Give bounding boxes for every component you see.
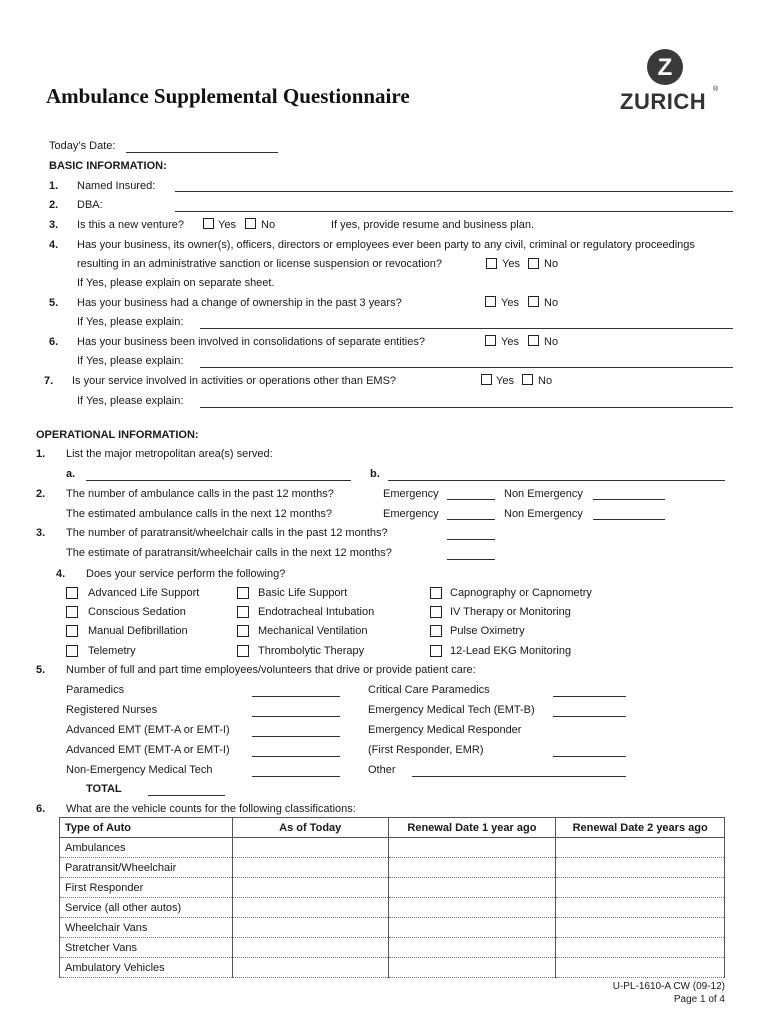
proceedings-no-label: No — [544, 258, 559, 270]
op-q1-number: 1. — [36, 448, 46, 460]
next-non-emergency-field[interactable] — [593, 519, 665, 520]
critical-care-paramedics-label: Critical Care Paramedics — [368, 684, 490, 696]
advanced-emt-label-2: Advanced EMT (EMT-A or EMT-I) — [66, 744, 230, 756]
iv-therapy-label: IV Therapy or Monitoring — [450, 606, 571, 618]
next-emergency-label: Emergency — [383, 508, 439, 520]
paratransit-past-field[interactable] — [447, 539, 495, 540]
form-code: U-PL-1610-A CW (09-12) — [612, 981, 725, 992]
ownership-change-no-checkbox[interactable] — [528, 296, 539, 307]
col-type-of-auto: Type of Auto — [60, 818, 233, 838]
cell-input[interactable] — [388, 858, 556, 878]
cell-input[interactable] — [232, 958, 388, 978]
ambulance-calls-past-label: The number of ambulance calls in the past 12 months? — [66, 488, 334, 500]
cell-input[interactable] — [388, 838, 556, 858]
consolidations-no-label: No — [544, 336, 559, 348]
metro-area-a-label: a. — [66, 468, 76, 480]
ownership-change-yes-label: Yes — [501, 297, 519, 309]
proceedings-note: If Yes, please explain on separate sheet. — [77, 277, 275, 289]
cell-input[interactable] — [232, 898, 388, 918]
consolidations-label: Has your business been involved in consolidations of separate entities? — [77, 336, 425, 348]
manual-defib-label: Manual Defibrillation — [88, 625, 188, 637]
row-label: Stretcher Vans — [60, 938, 233, 958]
date-field[interactable] — [126, 152, 278, 153]
first-responder-emr-label: (First Responder, EMR) — [368, 744, 484, 756]
op-q4-number: 4. — [56, 568, 66, 580]
row-label: Ambulances — [60, 838, 233, 858]
employees-label: Number of full and part time employees/volunteers that drive or provide patient care: — [66, 664, 476, 676]
named-insured-field[interactable] — [175, 191, 733, 192]
critical-care-paramedics-field[interactable] — [553, 696, 626, 697]
cell-input[interactable] — [232, 918, 388, 938]
col-as-of-today: As of Today — [232, 818, 388, 838]
cell-input[interactable] — [556, 918, 725, 938]
non-emergency-tech-field[interactable] — [252, 776, 340, 777]
cell-input[interactable] — [388, 918, 556, 938]
past-non-emergency-field[interactable] — [593, 499, 665, 500]
op-q6-number: 6. — [36, 803, 46, 815]
other-activities-explain-field[interactable] — [200, 407, 733, 408]
pulse-oximetry-checkbox[interactable] — [430, 625, 442, 637]
cell-input[interactable] — [232, 838, 388, 858]
als-label: Advanced Life Support — [88, 587, 200, 599]
q1-number: 1. — [49, 180, 59, 192]
dba-field[interactable] — [175, 211, 733, 212]
cell-input[interactable] — [556, 878, 725, 898]
cell-input[interactable] — [232, 858, 388, 878]
basic-info-heading: BASIC INFORMATION: — [49, 160, 167, 172]
vehicle-counts-table — [59, 817, 725, 978]
ownership-change-explain-field[interactable] — [200, 328, 733, 329]
page-title: Ambulance Supplemental Questionnaire — [46, 84, 410, 108]
table-row — [60, 898, 725, 918]
cell-input[interactable] — [388, 898, 556, 918]
intubation-checkbox[interactable] — [237, 606, 249, 618]
past-emergency-field[interactable] — [447, 499, 495, 500]
metro-area-b-label: b. — [370, 468, 380, 480]
registered-nurses-field[interactable] — [252, 716, 340, 717]
iv-therapy-checkbox[interactable] — [430, 606, 442, 618]
cell-input[interactable] — [388, 958, 556, 978]
table-row — [60, 958, 725, 978]
past-non-emergency-label: Non Emergency — [504, 488, 583, 500]
next-non-emergency-label: Non Emergency — [504, 508, 583, 520]
registered-mark: ® — [713, 86, 719, 93]
total-field[interactable] — [148, 795, 225, 796]
advanced-emt-label-1: Advanced EMT (EMT-A or EMT-I) — [66, 724, 230, 736]
other-employees-label: Other — [368, 764, 396, 776]
advanced-emt-field-1[interactable] — [252, 736, 340, 737]
cell-input[interactable] — [556, 958, 725, 978]
q5-number: 5. — [49, 297, 59, 309]
cell-input[interactable] — [556, 838, 725, 858]
past-emergency-label: Emergency — [383, 488, 439, 500]
col-renewal-1yr: Renewal Date 1 year ago — [388, 818, 556, 838]
row-label: Paratransit/Wheelchair — [60, 858, 233, 878]
thrombolytic-checkbox[interactable] — [237, 645, 249, 657]
consolidations-explain-label: If Yes, please explain: — [77, 355, 184, 367]
emergency-medical-responder-label: Emergency Medical Responder — [368, 724, 522, 736]
capnography-label: Capnography or Capnometry — [450, 587, 592, 599]
metro-area-a-field[interactable] — [86, 480, 351, 481]
metro-areas-label: List the major metropolitan area(s) served: — [66, 448, 273, 460]
ekg-label: 12-Lead EKG Monitoring — [450, 645, 572, 657]
other-activities-no-label: No — [538, 375, 553, 387]
zurich-logo-text: ZURICH — [620, 89, 707, 114]
telemetry-checkbox[interactable] — [66, 645, 78, 657]
row-label: Ambulatory Vehicles — [60, 958, 233, 978]
new-venture-no-checkbox[interactable] — [245, 218, 256, 229]
vehicle-counts-label: What are the vehicle counts for the following classifications: — [66, 803, 356, 815]
first-responder-emr-field[interactable] — [553, 756, 626, 757]
new-venture-label: Is this a new venture? — [77, 219, 185, 231]
other-activities-label: Is your service involved in activities or operations other than EMS? — [72, 375, 397, 387]
pulse-oximetry-label: Pulse Oximetry — [450, 625, 525, 637]
table-header-row — [60, 818, 725, 838]
other-activities-explain-label: If Yes, please explain: — [77, 395, 184, 407]
ownership-change-yes-checkbox[interactable] — [485, 296, 496, 307]
row-label: Wheelchair Vans — [60, 918, 233, 938]
q3-number: 3. — [49, 219, 59, 231]
q6-number: 6. — [49, 336, 59, 348]
paratransit-past-label: The number of paratransit/wheelchair calls in the past 12 months? — [66, 527, 388, 539]
conscious-sedation-label: Conscious Sedation — [88, 606, 186, 618]
cell-input[interactable] — [388, 938, 556, 958]
ownership-change-label: Has your business had a change of ownership in the past 3 years? — [77, 297, 402, 309]
op-q3-number: 3. — [36, 527, 46, 539]
page-number: Page 1 of 4 — [673, 994, 725, 1005]
advanced-emt-field-2[interactable] — [252, 756, 340, 757]
table-row — [60, 858, 725, 878]
services-performed-label: Does your service perform the following? — [86, 568, 286, 580]
mech-ventilation-label: Mechanical Ventilation — [258, 625, 368, 637]
other-activities-no-checkbox[interactable] — [522, 374, 533, 385]
op-q5-number: 5. — [36, 664, 46, 676]
cell-input[interactable] — [556, 898, 725, 918]
metro-area-b-field[interactable] — [388, 480, 725, 481]
new-venture-yes-checkbox[interactable] — [203, 218, 214, 229]
capnography-checkbox[interactable] — [430, 587, 442, 599]
proceedings-line1: Has your business, its owner(s), officers, directors or employees ever been party to any civil, criminal or regulatory proceedings — [77, 239, 695, 251]
paratransit-next-field[interactable] — [447, 559, 495, 560]
thrombolytic-label: Thrombolytic Therapy — [258, 645, 365, 657]
ekg-checkbox[interactable] — [430, 645, 442, 657]
proceedings-yes-checkbox[interactable] — [486, 258, 497, 269]
als-checkbox[interactable] — [66, 587, 78, 599]
cell-input[interactable] — [232, 938, 388, 958]
date-label: Today’s Date: — [49, 140, 116, 152]
mech-ventilation-checkbox[interactable] — [237, 625, 249, 637]
q4-number: 4. — [49, 239, 59, 251]
cell-input[interactable] — [556, 938, 725, 958]
named-insured-label: Named Insured: — [77, 180, 156, 192]
other-activities-yes-checkbox[interactable] — [481, 374, 492, 385]
new-venture-yes-label: Yes — [218, 219, 236, 231]
conscious-sedation-checkbox[interactable] — [66, 606, 78, 618]
proceedings-yes-label: Yes — [502, 258, 520, 270]
row-label: First Responder — [60, 878, 233, 898]
bls-checkbox[interactable] — [237, 587, 249, 599]
intubation-label: Endotracheal Intubation — [258, 606, 375, 618]
emt-b-label: Emergency Medical Tech (EMT-B) — [368, 704, 535, 716]
consolidations-yes-checkbox[interactable] — [485, 335, 496, 346]
svg-text:Z: Z — [657, 54, 673, 81]
telemetry-label: Telemetry — [88, 645, 136, 657]
paramedics-field[interactable] — [252, 696, 340, 697]
ownership-change-no-label: No — [544, 297, 559, 309]
new-venture-note: If yes, provide resume and business plan. — [331, 219, 535, 231]
cell-input[interactable] — [232, 878, 388, 898]
total-label: TOTAL — [86, 783, 122, 795]
dba-label: DBA: — [77, 199, 103, 211]
cell-input[interactable] — [388, 878, 556, 898]
manual-defib-checkbox[interactable] — [66, 625, 78, 637]
q7-number: 7. — [44, 375, 54, 387]
proceedings-line2: resulting in an administrative sanction or license suspension or revocation? — [77, 258, 443, 270]
table-row — [60, 918, 725, 938]
other-employees-field[interactable] — [412, 776, 626, 777]
op-q2-number: 2. — [36, 488, 46, 500]
table-row — [60, 838, 725, 858]
paratransit-next-label: The estimate of paratransit/wheelchair calls in the next 12 months? — [66, 547, 392, 559]
emt-b-field[interactable] — [553, 716, 626, 717]
paramedics-label: Paramedics — [66, 684, 125, 696]
row-label: Service (all other autos) — [60, 898, 233, 918]
table-row — [60, 878, 725, 898]
table-row — [60, 938, 725, 958]
next-emergency-field[interactable] — [447, 519, 495, 520]
ownership-change-explain-label: If Yes, please explain: — [77, 316, 184, 328]
bls-label: Basic Life Support — [258, 587, 348, 599]
q2-number: 2. — [49, 199, 59, 211]
col-renewal-2yr: Renewal Date 2 years ago — [556, 818, 725, 838]
proceedings-no-checkbox[interactable] — [528, 258, 539, 269]
new-venture-no-label: No — [261, 219, 276, 231]
other-activities-yes-label: Yes — [496, 375, 514, 387]
consolidations-yes-label: Yes — [501, 336, 519, 348]
non-emergency-tech-label: Non-Emergency Medical Tech — [66, 764, 213, 776]
zurich-logo-mark-icon — [646, 48, 684, 86]
consolidations-explain-field[interactable] — [200, 367, 733, 368]
cell-input[interactable] — [556, 858, 725, 878]
operational-info-heading: OPERATIONAL INFORMATION: — [36, 429, 199, 441]
registered-nurses-label: Registered Nurses — [66, 704, 158, 716]
ambulance-calls-next-label: The estimated ambulance calls in the next 12 months? — [66, 508, 332, 520]
consolidations-no-checkbox[interactable] — [528, 335, 539, 346]
